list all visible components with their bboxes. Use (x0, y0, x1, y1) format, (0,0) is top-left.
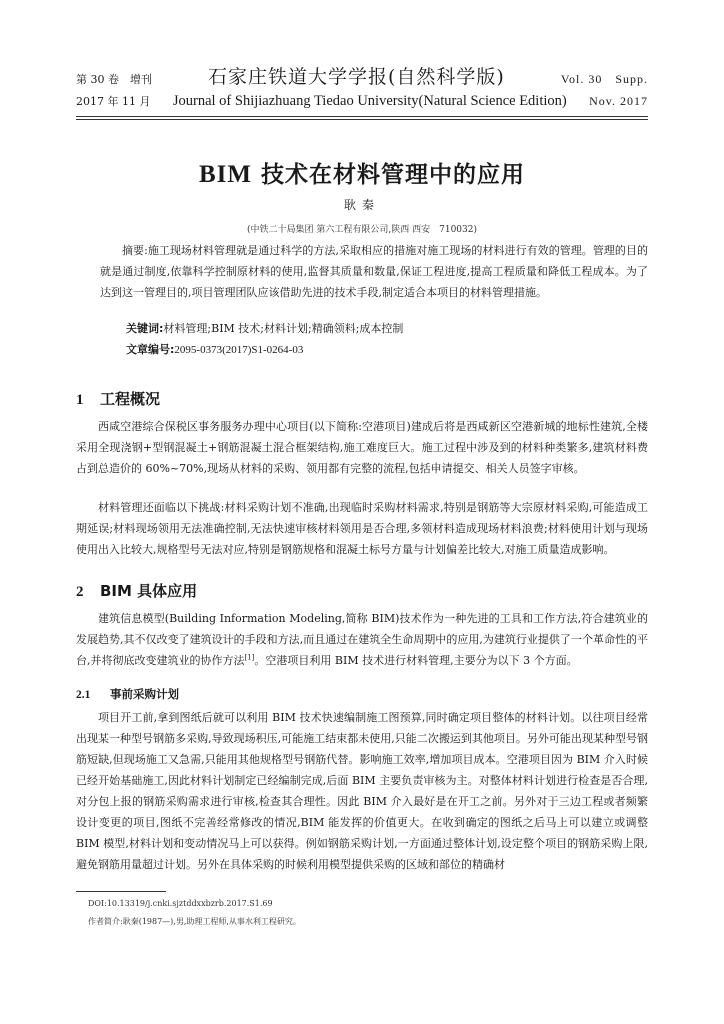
article-title-cn: 技术在材料管理中的应用 (251, 162, 525, 188)
section-title: BIM 具体应用 (100, 582, 198, 600)
article-number (126, 341, 303, 357)
abstract: 摘要:施工现场材料管理就是通过科学的方法,采取相应的措施对施工现场的材料进行有效的管理。管理的目的就是通过制度,依靠科学控制原材料的使用,监督其质量和数量,保证工程进度,提高工程质量和降低工程成本。为了达到这一管理目的,项目管理团队应该借助先进的技术手段,制定适合本项目的材料管理措施。 (100, 244, 648, 299)
article-number-label: 文章编号: (126, 343, 175, 356)
section-number: 1 (76, 392, 84, 408)
header-rule-top (76, 116, 648, 117)
section-1-paragraph-1: 西咸空港综合保税区事务服务办理中心项目(以下简称:空港项目)建成后将是西咸新区空港新城的地标性建筑,全楼采用全现浇钢+型钢混凝土+钢筋混凝土混合框架结构,施工难度巨大。施工过程中涉及到的材料种类繁多,建筑材料费占到总造价的 60%~70%,现场从材料的采购、领用都有完整的流程,包括申请提交、相关人员签字审核。 (76, 420, 648, 475)
section-heading-2 (76, 580, 197, 601)
author-affiliation: (中铁二十局集团 第六工程有限公司,陕西 西安 710032) (247, 225, 477, 235)
section-1-paragraph-2: 材料管理还面临以下挑战:材料采购计划不准确,出现临时采购材料需求,特别是钢筋等大宗原材料采购,可能造成工期延误;材料现场领用无法准确控制,无法快速审核材料领用是否合理,多领材料造成现场材料浪费;材料使用计划与现场使用出入比较大,规格型号无法对应,特别是钢筋规格和混凝土标号方量与计划偏差比较大,对施工质量造成影响。 (76, 501, 648, 556)
author-bio-footnote: 作者简介:耿秦(1987—),男,助理工程师,从事水利工程研究。 (88, 917, 301, 926)
volume-en: Vol. 30 Supp. (560, 72, 648, 86)
header-rule-bottom (76, 119, 648, 120)
section-number: 2 (76, 584, 84, 600)
section-title: 工程概况 (100, 390, 161, 408)
subsection-heading-2-1 (76, 686, 179, 702)
keywords (126, 320, 403, 336)
journal-header-row-1 (76, 62, 648, 89)
paragraph-text: 建筑信息模型(Building Information Modeling,简称 BIM)技术作为一种先进的工具和工作方法,符合建筑业的发展趋势,其不仅改变了建筑设计的手段和方法,而且通过在建筑全生命周期中的应用,为建筑行业提供了一个革命性的平台,并将彻底改变建筑业的协作方法 (76, 612, 648, 667)
footnote-rule (76, 891, 166, 892)
article-title (0, 156, 724, 189)
volume-cn: 第 30 卷 增刊 (76, 73, 152, 86)
keywords-label: 关键词: (126, 322, 164, 335)
section-2-paragraph-1 (76, 608, 648, 671)
journal-header-row-2 (76, 93, 648, 110)
article-number-value: 2095-0373(2017)S1-0264-03 (174, 344, 304, 356)
subsection-title: 事前采购计划 (110, 687, 179, 701)
section-heading-1 (76, 388, 160, 409)
reference-marker[interactable]: [1] (244, 653, 255, 662)
date-cn: 2017 年 11 月 (76, 95, 151, 108)
journal-title-cn: 石家庄铁道大学学报(自然科学版) (208, 66, 505, 88)
author-name: 耿秦 (343, 198, 380, 212)
paragraph-text: 。空港项目利用 BIM 技术进行材料管理,主要分为以下 3 个方面。 (254, 654, 578, 667)
date-en: Nov. 2017 (589, 94, 648, 108)
section-2-1-paragraph: 项目开工前,拿到图纸后就可以利用 BIM 技术快速编制施工图预算,同时确定项目整体的材料计划。以往项目经常出现某一种型号钢筋多采购,导致现场积压,可能施工结束都未使用,只能二次搬运到其他项目。另外可能出现某种型号钢筋短缺,但现场施工又急需,只能用其他规格型号钢筋代替。影响施工效率,增加项目成本。空港项目因为 BIM 介入时候已经开始基础施工,因此材料计划制定已经编制完成,后面 BIM 主要负责审核为主。对整体材料计划进行检查是否合理,对分包上报的钢筋采购需求进行审核,检查其合理性。因此 BIM 介入最好是在开工之前。另外对于三边工程或者频繁设计变更的项目,图纸不完善经常修改的情况,BIM 能发挥的价值更大。在收到确定的图纸之后马上可以建立或调整 BIM 模型,材料计划和变动情况马上可以获得。例如钢筋采购计划,一方面通过整体计划,设定整个项目的钢筋采购上限,避免钢筋用量超过计划。另外在具体采购的时候利用模型提供采购的区域和部位的精确材 (76, 711, 648, 871)
doi-footnote: DOI:10.13319/j.cnki.sjztddxxbzrb.2017.S1.69 (88, 899, 273, 908)
article-title-en: BIM (198, 161, 252, 188)
keywords-text: 材料管理;BIM 技术;材料计划;精确领料;成本控制 (163, 322, 404, 335)
subsection-number: 2.1 (76, 689, 91, 701)
journal-title-en: Journal of Shijiazhuang Tiedao University(Natural Science Edition) (172, 93, 567, 109)
